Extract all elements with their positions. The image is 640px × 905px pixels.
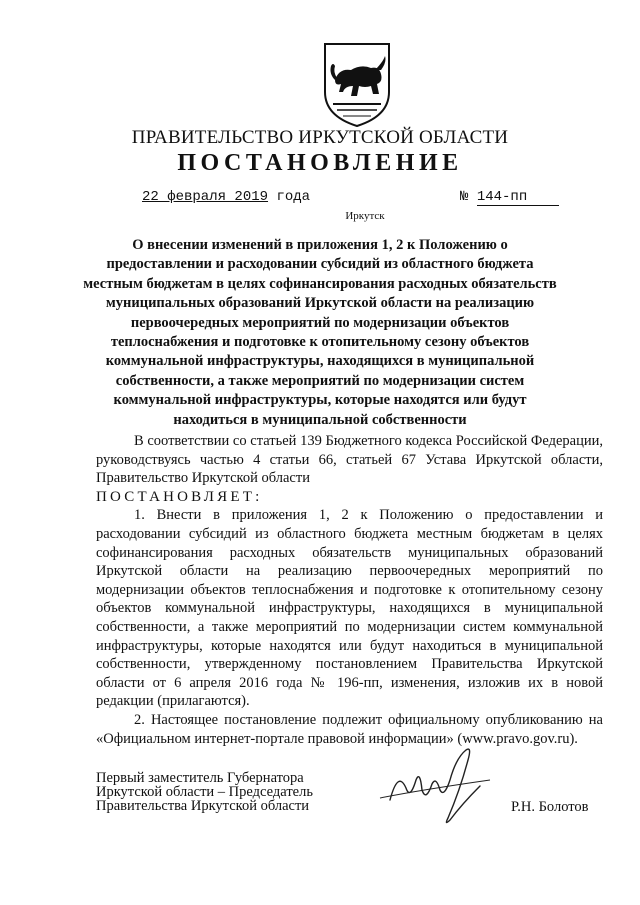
signatory-name: Р.Н. Болотов [511, 799, 589, 815]
item-2-paragraph: 2. Настоящее постановление подлежит официальному опубликованию на «Официальном интернет-портале правовой информации» (www.pravo.gov.ru). [96, 711, 603, 747]
subject-line: коммунальной инфраструктуры, находящихся в муниципальной [105, 353, 535, 370]
document-number [460, 189, 559, 206]
subject-line: собственности, а также мероприятий по модернизации систем [115, 372, 525, 389]
subject-line: находиться в муниципальной собственности [173, 411, 467, 428]
document-type: ПОСТАНОВЛЕНИЕ [177, 150, 463, 176]
date-suffix: года [276, 189, 311, 205]
preamble-paragraph: В соответствии со статьей 139 Бюджетного кодекса Российской Федерации, руководствуясь частью 4 статьи 66, статьей 67 Устава Иркутской области, Правительство Иркутской области [96, 433, 603, 487]
handwritten-signature-icon [370, 740, 500, 830]
date-value: 22 февраля 2019 [142, 189, 269, 205]
position-line: Первый заместитель Губернатора [96, 770, 304, 786]
government-name: ПРАВИТЕЛЬСТВО ИРКУТСКОЙ ОБЛАСТИ [131, 127, 509, 148]
document-date [142, 189, 310, 205]
document-city: Иркутск [345, 210, 385, 222]
subject-line: коммунальной инфраструктуры, которые находятся или будут [113, 392, 527, 409]
subject-line: предоставлении и расходовании субсидий из областного бюджета [106, 256, 534, 273]
subject-line: теплоснабжения и подготовке к отопительному сезону объектов [110, 334, 530, 351]
subject-line: О внесении изменений в приложения 1, 2 к Положению о [132, 237, 508, 253]
number-prefix: № [460, 189, 469, 205]
resolves-heading: ПОСТАНОВЛЯЕТ: [96, 488, 263, 505]
document-subject [0, 236, 640, 430]
position-line: Иркутской области – Председатель [96, 784, 313, 800]
subject-line: муниципальных образований Иркутской области на реализацию [105, 295, 535, 312]
coat-of-arms-icon [321, 40, 393, 128]
signatory-position [96, 771, 313, 813]
item-1-paragraph: 1. Внести в приложения 1, 2 к Положению о предоставлении и расходовании субсидий из областного бюджета местным бюджетам в целях софинансирования расходных обязательств муниципальных образований Иркутской области на реализацию первоочередных мероприятий по модернизации объектов теплоснабжения и подготовке к отопительному сезону объектов коммунальной инфраструктуры, находящихся в муниципальной собственности, а также мероприятий по модернизации систем коммунальной инфраструктуры, которые находятся или будут находиться в муниципальной собственности, утвержденному постановлением Правительства Иркутской области от 6 апреля 2016 года № 196-пп, изменения, изложив их в новой редакции (прилагаются). [96, 507, 603, 710]
position-line: Правительства Иркутской области [96, 798, 310, 814]
subject-line: первоочередных мероприятий по модернизации объектов [130, 314, 510, 331]
document-body [96, 432, 603, 748]
number-value: 144-пп [477, 189, 559, 206]
subject-line: местным бюджетам в целях софинансирования расходных обязательств [83, 275, 557, 292]
